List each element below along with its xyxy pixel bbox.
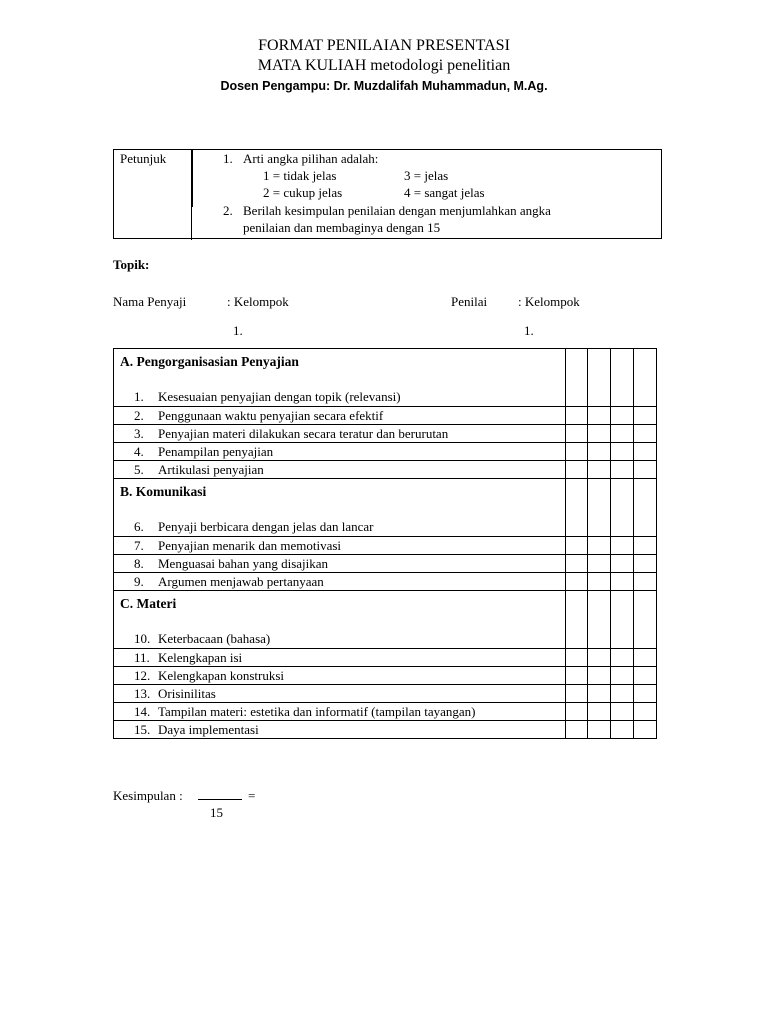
- assessor-group: : Kelompok: [518, 294, 580, 309]
- criterion-item: [114, 685, 566, 703]
- criterion-number: 5.: [134, 462, 144, 477]
- score-cell[interactable]: [588, 685, 611, 703]
- table-row: [114, 479, 657, 537]
- score-cell[interactable]: [634, 425, 657, 443]
- criterion-number: 8.: [134, 556, 144, 571]
- criterion-text: Penyajian menarik dan memotivasi: [158, 538, 342, 553]
- table-row: [114, 443, 657, 461]
- criterion-item: [114, 573, 566, 591]
- score-cell[interactable]: [634, 721, 657, 739]
- score-cell[interactable]: [634, 685, 657, 703]
- scale-1: 1 = tidak jelas: [263, 168, 337, 183]
- instruction-2-line-2: penilaian dan membaginya dengan 15: [243, 220, 441, 235]
- criterion-number: 3.: [134, 426, 144, 441]
- score-cell[interactable]: [611, 443, 634, 461]
- criterion-text: Kelengkapan konstruksi: [158, 668, 285, 683]
- score-cell[interactable]: [634, 479, 657, 537]
- score-cell[interactable]: [611, 461, 634, 479]
- criterion-item: [114, 537, 566, 555]
- criterion-item: [114, 630, 565, 648]
- table-row: [114, 349, 657, 407]
- criterion-item: [114, 518, 565, 536]
- score-cell[interactable]: [611, 685, 634, 703]
- score-cell[interactable]: [566, 479, 588, 537]
- scale-3: 3 = jelas: [404, 168, 449, 183]
- criterion-number: 6.: [134, 519, 144, 534]
- criterion-item: [114, 555, 566, 573]
- criterion-text: Kesesuaian penyajian dengan topik (relevansi): [158, 389, 401, 404]
- section-first-cell: [114, 349, 566, 407]
- score-cell[interactable]: [611, 591, 634, 649]
- scale-4: 4 = sangat jelas: [404, 185, 485, 200]
- instructions-divider: [191, 150, 193, 207]
- criterion-number: 14.: [134, 704, 151, 719]
- assessment-table: [113, 348, 657, 739]
- criterion-text: Keterbacaan (bahasa): [158, 631, 271, 646]
- table-row: [114, 703, 657, 721]
- criterion-number: 10.: [134, 631, 151, 646]
- presenter-group: : Kelompok: [227, 294, 289, 309]
- score-cell[interactable]: [566, 407, 588, 425]
- score-cell[interactable]: [566, 425, 588, 443]
- conclusion-divisor: 15: [210, 805, 223, 820]
- course-subtitle: MATA KULIAH metodologi penelitian: [257, 57, 511, 74]
- criterion-number: 12.: [134, 668, 151, 683]
- criterion-text: Argumen menjawab pertanyaan: [158, 574, 324, 589]
- assessor-number: 1.: [524, 323, 534, 338]
- score-cell[interactable]: [611, 425, 634, 443]
- table-row: [114, 407, 657, 425]
- score-cell[interactable]: [566, 555, 588, 573]
- criterion-item: [114, 461, 566, 479]
- section-heading: B. Komunikasi: [120, 484, 207, 499]
- score-cell[interactable]: [588, 349, 611, 407]
- score-cell[interactable]: [588, 649, 611, 667]
- score-cell[interactable]: [634, 555, 657, 573]
- document-title: FORMAT PENILAIAN PRESENTASI: [258, 37, 510, 54]
- presenter-number: 1.: [233, 323, 243, 338]
- instruction-2-number: 2.: [223, 203, 233, 218]
- instruction-1-number: 1.: [223, 151, 233, 166]
- score-cell[interactable]: [588, 667, 611, 685]
- score-cell[interactable]: [588, 407, 611, 425]
- criterion-item: [114, 443, 566, 461]
- score-cell[interactable]: [588, 703, 611, 721]
- table-row: [114, 649, 657, 667]
- criterion-text: Penggunaan waktu penyajian secara efektif: [158, 408, 384, 423]
- section-first-cell: [114, 591, 566, 649]
- score-cell[interactable]: [611, 703, 634, 721]
- criterion-item: [114, 703, 566, 721]
- lecturer-line: Dosen Pengampu: Dr. Muzdalifah Muhammadun, M.Ag.: [220, 79, 548, 93]
- criterion-number: 4.: [134, 444, 144, 459]
- instructions-divider-lower: [191, 207, 192, 240]
- score-cell[interactable]: [588, 573, 611, 591]
- criterion-text: Orisinilitas: [158, 686, 216, 701]
- instruction-1-text: Arti angka pilihan adalah:: [243, 151, 379, 166]
- score-cell[interactable]: [634, 461, 657, 479]
- score-cell[interactable]: [634, 407, 657, 425]
- score-cell[interactable]: [588, 479, 611, 537]
- score-cell[interactable]: [566, 461, 588, 479]
- criterion-item: [114, 407, 566, 425]
- table-row: [114, 537, 657, 555]
- score-cell[interactable]: [588, 461, 611, 479]
- assessor-label: Penilai: [451, 294, 488, 309]
- conclusion-label: Kesimpulan :: [113, 788, 183, 803]
- table-row: [114, 591, 657, 649]
- score-cell[interactable]: [611, 649, 634, 667]
- score-cell[interactable]: [634, 667, 657, 685]
- score-cell[interactable]: [634, 443, 657, 461]
- score-cell[interactable]: [566, 573, 588, 591]
- score-cell[interactable]: [566, 537, 588, 555]
- criterion-number: 9.: [134, 574, 144, 589]
- score-cell[interactable]: [566, 721, 588, 739]
- score-cell[interactable]: [588, 537, 611, 555]
- score-cell[interactable]: [588, 591, 611, 649]
- score-cell[interactable]: [588, 425, 611, 443]
- score-cell[interactable]: [634, 591, 657, 649]
- table-row: [114, 685, 657, 703]
- criterion-text: Kelengkapan isi: [158, 650, 243, 665]
- score-cell[interactable]: [611, 479, 634, 537]
- score-cell[interactable]: [588, 443, 611, 461]
- score-cell[interactable]: [611, 407, 634, 425]
- criterion-text: Tampilan materi: estetika dan informatif (tampilan tayangan): [158, 704, 476, 719]
- score-cell[interactable]: [634, 573, 657, 591]
- score-cell[interactable]: [566, 685, 588, 703]
- criterion-number: 1.: [134, 389, 144, 404]
- scale-2: 2 = cukup jelas: [263, 185, 343, 200]
- score-cell[interactable]: [566, 443, 588, 461]
- criterion-item: [114, 721, 566, 739]
- instructions-box: [113, 149, 662, 239]
- table-row: [114, 573, 657, 591]
- table-row: [114, 461, 657, 479]
- score-cell[interactable]: [611, 349, 634, 407]
- section-heading: A. Pengorganisasian Penyajian: [120, 354, 299, 369]
- section-first-cell: [114, 479, 566, 537]
- score-cell[interactable]: [611, 537, 634, 555]
- score-cell[interactable]: [566, 703, 588, 721]
- score-cell[interactable]: [611, 573, 634, 591]
- criterion-item: [114, 649, 566, 667]
- criterion-item: [114, 667, 566, 685]
- criterion-text: Penyaji berbicara dengan jelas dan lancar: [158, 519, 374, 534]
- score-cell[interactable]: [566, 349, 588, 407]
- criterion-number: 11.: [134, 650, 150, 665]
- criterion-number: 7.: [134, 538, 144, 553]
- score-cell[interactable]: [588, 721, 611, 739]
- table-row: [114, 425, 657, 443]
- score-cell[interactable]: [566, 649, 588, 667]
- criterion-text: Penampilan penyajian: [158, 444, 274, 459]
- criterion-number: 15.: [134, 722, 151, 737]
- criterion-number: 13.: [134, 686, 151, 701]
- instruction-2-line-1: Berilah kesimpulan penilaian dengan menjumlahkan angka: [243, 203, 551, 218]
- topic-label: Topik:: [113, 257, 150, 272]
- score-cell[interactable]: [634, 649, 657, 667]
- score-cell[interactable]: [634, 537, 657, 555]
- criterion-item: [114, 388, 565, 406]
- score-cell[interactable]: [588, 555, 611, 573]
- table-row: [114, 555, 657, 573]
- score-cell[interactable]: [566, 591, 588, 649]
- criterion-text: Artikulasi penyajian: [158, 462, 264, 477]
- criterion-number: 2.: [134, 408, 144, 423]
- score-cell[interactable]: [611, 667, 634, 685]
- score-cell[interactable]: [634, 349, 657, 407]
- score-cell[interactable]: [566, 667, 588, 685]
- conclusion-blank[interactable]: [198, 787, 242, 805]
- criterion-item: [114, 425, 566, 443]
- conclusion-equals: =: [248, 788, 256, 803]
- table-row: [114, 721, 657, 739]
- section-heading: C. Materi: [120, 596, 177, 611]
- instructions-label: Petunjuk: [120, 151, 167, 166]
- criterion-text: Daya implementasi: [158, 722, 259, 737]
- presenter-label: Nama Penyaji: [113, 294, 187, 309]
- criterion-text: Penyajian materi dilakukan secara teratur dan berurutan: [158, 426, 449, 441]
- score-cell[interactable]: [611, 555, 634, 573]
- table-row: [114, 667, 657, 685]
- criterion-text: Menguasai bahan yang disajikan: [158, 556, 329, 571]
- score-cell[interactable]: [611, 721, 634, 739]
- score-cell[interactable]: [634, 703, 657, 721]
